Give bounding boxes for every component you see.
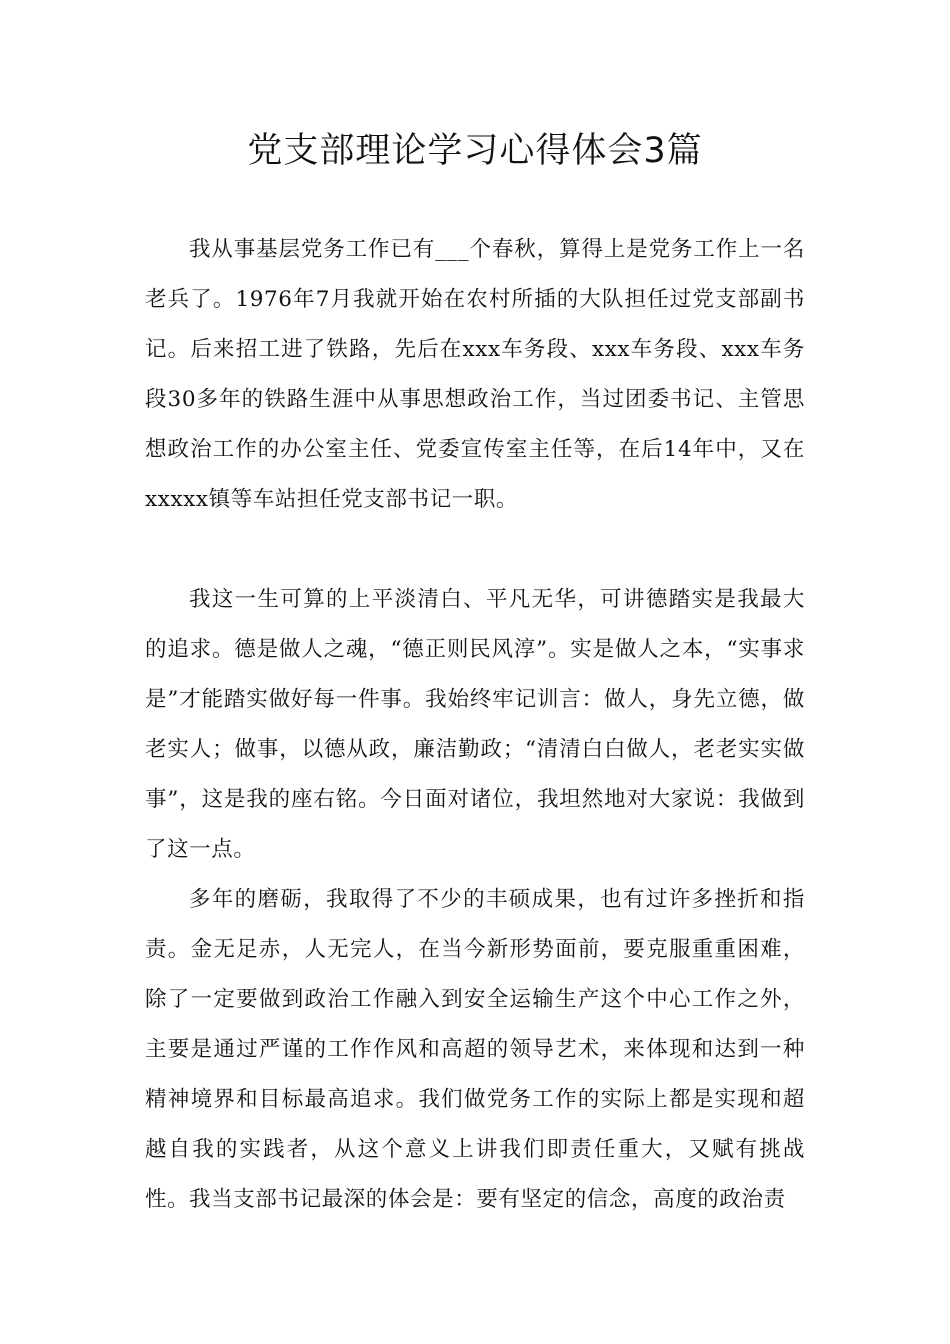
paragraph-3: 多年的磨砺，我取得了不少的丰硕成果，也有过许多挫折和指责。金无足赤，人无完人，在当今新形势面前，要克服重重困难，除了一定要做到政治工作融入到安全运输生产这个中心工作之外，主要是通过严谨的工作作风和高超的领导艺术，来体现和达到一种精神境界和目标最高追求。我们做党务工作的实际上都是实现和超越自我的实践者，从这个意义上讲我们即责任重大，又赋有挑战性。 bbox=[145, 887, 805, 1212]
paragraph-4: 我当支部书记最深的体会是：要有坚定的信念，高度的政治责 bbox=[189, 1187, 786, 1212]
document-title: 党支部理论学习心得体会3篇 bbox=[247, 131, 703, 171]
paragraph-1: 我从事基层党务工作已有___个春秋，算得上是党务工作上一名老兵了。1976年7月我就开始在农村所插的大队担任过党支部副书记。后来招工进了铁路，先后在xxx车务段、xxx车务段、xxx车务段30多年的铁路生涯中从事思想政治工作，当过团委书记、主管思想政治工作的办公室主任、党委宣传室主任等，在后14年中，又在xxxxx镇等车站担任党支部书记一职。 bbox=[145, 237, 805, 512]
paragraph-2: 我这一生可算的上平淡清白、平凡无华，可讲德踏实是我最大的追求。德是做人之魂，“德正则民风淳”。实是做人之本，“实事求是”才能踏实做好每一件事。我始终牢记训言：做人，身先立德，做老实人；做事，以德从政，廉洁勤政；“清清白白做人，老老实实做事”，这是我的座右铭。今日面对诸位，我坦然地对大家说：我做到了这一点。 bbox=[145, 587, 805, 862]
